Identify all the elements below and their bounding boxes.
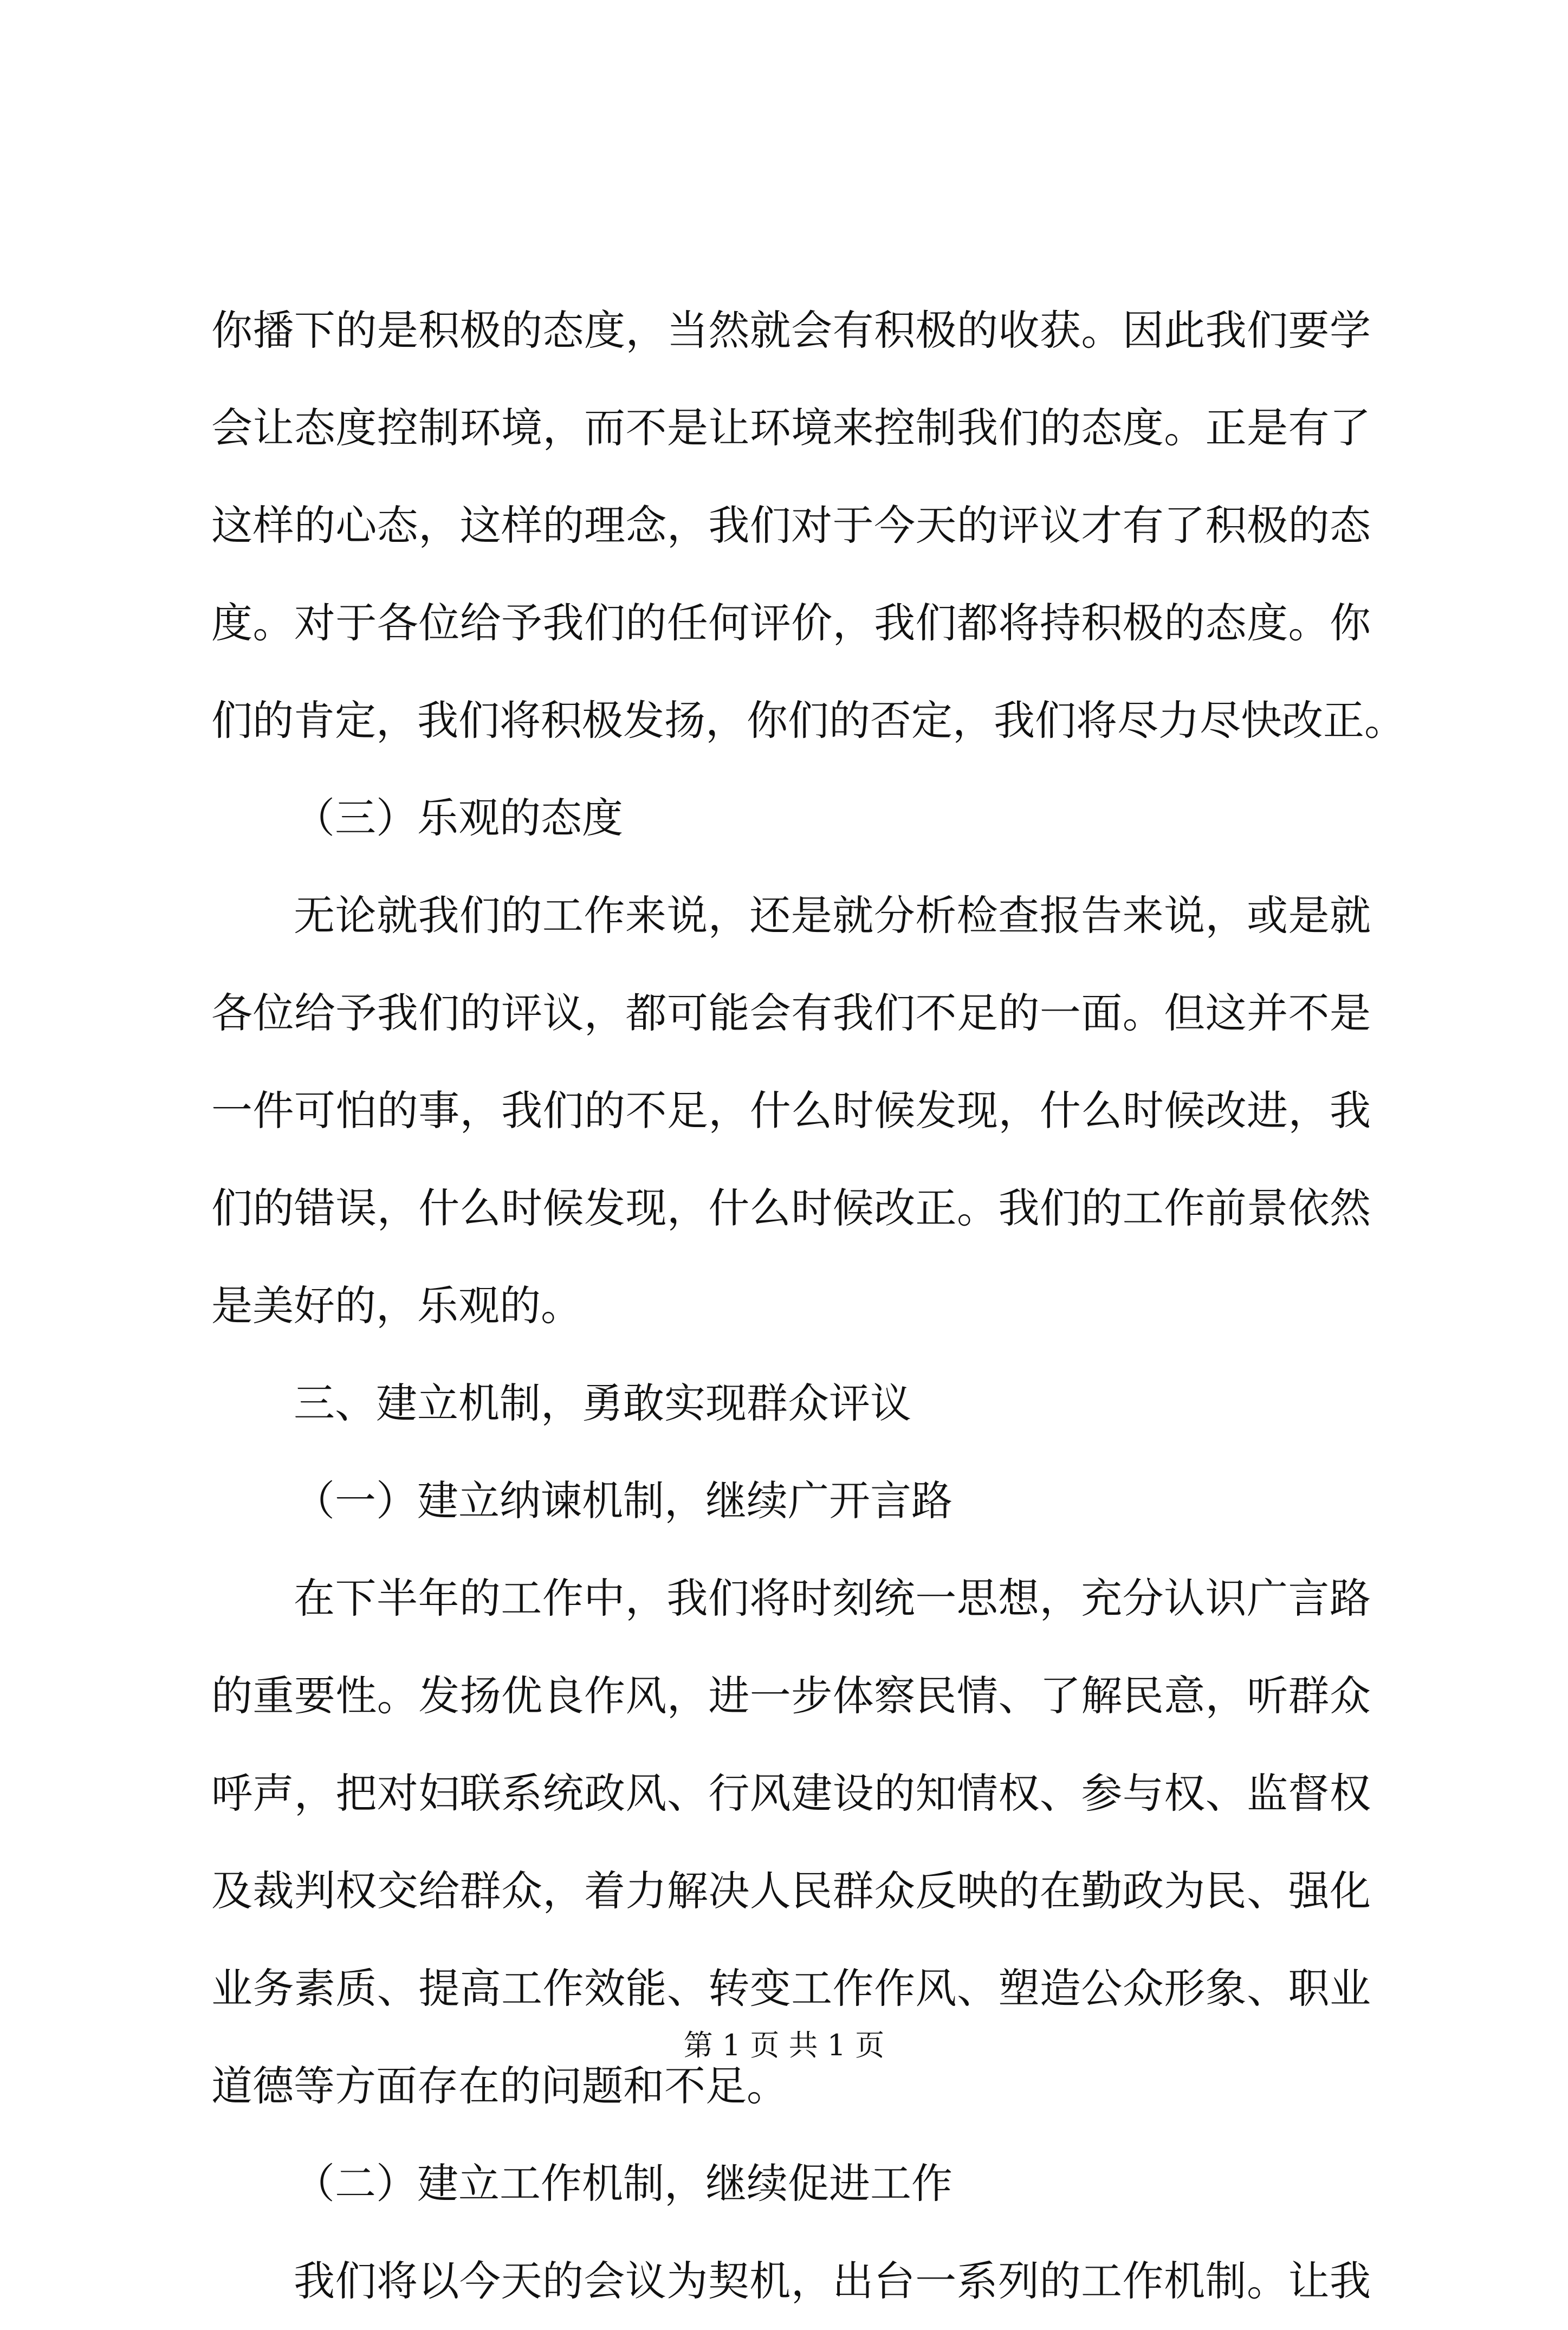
text-line: 们的肯定，我们将积极发扬，你们的否定，我们将尽力尽快改正。 xyxy=(211,696,1405,745)
body-text xyxy=(211,282,1405,2330)
text-line: 我们将以今天的会议为契机，出台一系列的工作机制。让我 xyxy=(294,2257,1371,2305)
text-line: 在下半年的工作中，我们将时刻统一思想，充分认识广言路 xyxy=(294,1574,1371,1622)
page-footer xyxy=(0,2024,1568,2067)
text-line: 度。对于各位给予我们的任何评价，我们都将持积极的态度。你 xyxy=(211,599,1371,647)
text-line: 道德等方面存在的问题和不足。 xyxy=(211,2062,788,2110)
text-line: 业务素质、提高工作效能、转变工作作风、塑造公众形象、职业 xyxy=(211,1964,1371,2012)
section-heading: （三）乐观的态度 xyxy=(294,794,623,842)
text-line: 无论就我们的工作来说，还是就分析检查报告来说，或是就 xyxy=(294,891,1371,940)
page-number-label: 第 1 页 共 1 页 xyxy=(683,2028,885,2062)
text-line: 一件可怕的事，我们的不足，什么时候发现，什么时候改进，我 xyxy=(211,1086,1371,1135)
section-heading: （二）建立工作机制，继续促进工作 xyxy=(294,2159,953,2208)
text-line: 的重要性。发扬优良作风，进一步体察民情、了解民意，听群众 xyxy=(211,1672,1371,1720)
text-line: 各位给予我们的评议，都可能会有我们不足的一面。但这并不是 xyxy=(211,989,1371,1037)
section-heading: 三、建立机制，勇敢实现群众评议 xyxy=(294,1379,911,1427)
text-line: 及裁判权交给群众，着力解决人民群众反映的在勤政为民、强化 xyxy=(211,1867,1371,1915)
text-line: 这样的心态，这样的理念，我们对于今天的评议才有了积极的态 xyxy=(211,501,1371,549)
text-line: 你播下的是积极的态度，当然就会有积极的收获。因此我们要学 xyxy=(211,306,1371,354)
section-heading: （一）建立纳谏机制，继续广开言路 xyxy=(294,1477,953,1525)
text-line: 会让态度控制环境，而不是让环境来控制我们的态度。正是有了 xyxy=(211,404,1371,452)
text-line: 是美好的，乐观的。 xyxy=(211,1282,582,1330)
text-line: 呼声，把对妇联系统政风、行风建设的知情权、参与权、监督权 xyxy=(211,1769,1371,1817)
text-line: 们的错误，什么时候发现，什么时候改正。我们的工作前景依然 xyxy=(211,1184,1371,1232)
